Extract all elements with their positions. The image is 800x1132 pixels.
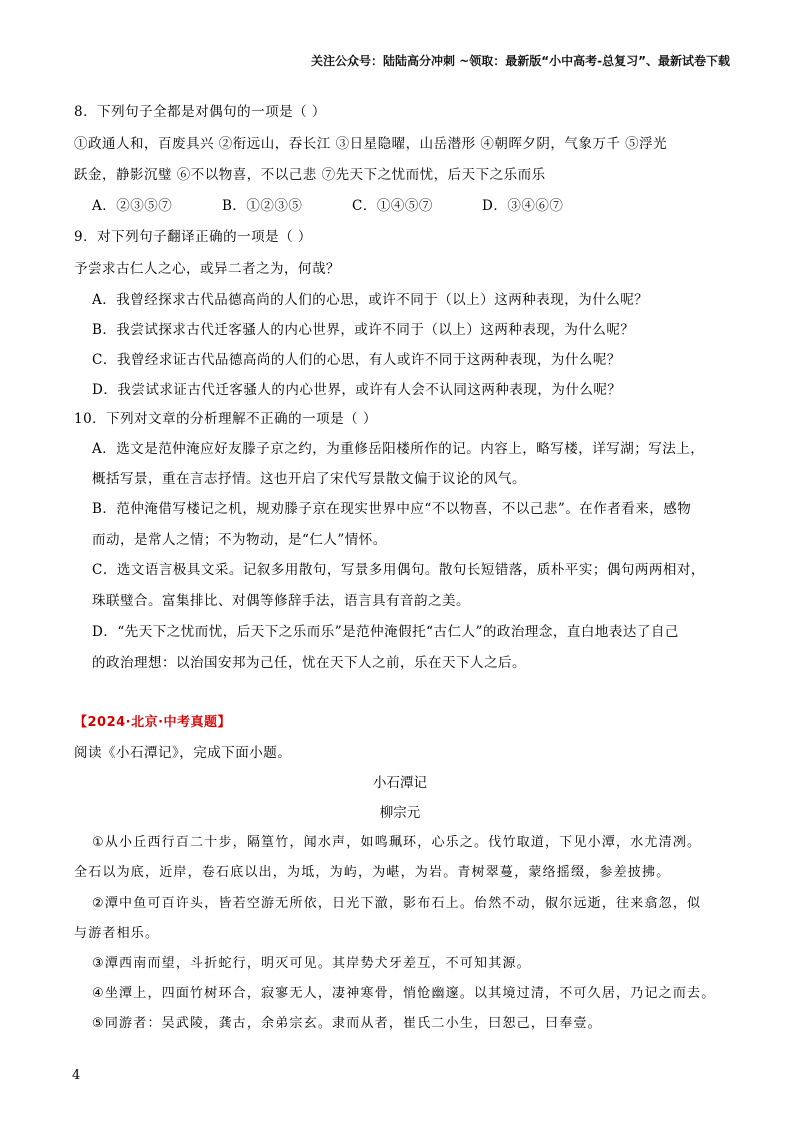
q9-stem: 9．对下列句子翻译正确的一项是（ ） [74, 229, 312, 245]
q8-option-b[interactable]: B．①②③⑤ [222, 198, 303, 214]
q9-sentence: 予尝求古仁人之心，或异二者之为，何哉？ [74, 261, 340, 277]
q9-option-a[interactable]: A．我曾经探求古代品德高尚的人们的心思，或许不同于（以上）这两种表现，为什么呢？ [92, 292, 649, 308]
q10-option-d-line2: 的政治理想：以治国安邦为己任，忧在天下人之前，乐在天下人之后。 [92, 655, 526, 671]
q10-option-b-line1[interactable]: B．范仲淹借写楼记之机，规劝滕子京在现实世界中应“不以物喜，不以己悲”。在作者看来，感物 [92, 501, 692, 517]
q10-option-a-line2: 概括写景，重在言志抒情。这也开启了宋代写景散文偏于议论的风气。 [92, 471, 526, 487]
q8-option-a[interactable]: A．②③⑤⑦ [92, 198, 173, 214]
reading-instruction: 阅读《小石潭记》，完成下面小题。 [74, 745, 292, 761]
passage-p1-line2: 全石以为底，近岸，卷石底以出，为坻，为屿，为嵁，为岩。青树翠蔓，蒙络摇缀，参差披拂。 [74, 865, 671, 880]
passage-p1-line1: ①从小丘西行百二十步，隔篁竹，闻水声，如鸣珮环，心乐之。伐竹取道，下见小潭，水尤清冽。 [92, 835, 702, 850]
q8-line2: 跃金，静影沉璧 ⑥不以物喜，不以己悲 ⑦先天下之忧而忧，后天下之乐而乐 [74, 167, 546, 183]
q10-option-d-line1[interactable]: D．“先天下之忧而忧，后天下之乐而乐”是范仲淹假托“古仁人”的政治理念，直白地表达了自己 [92, 624, 679, 640]
q10-option-a-line1[interactable]: A．选文是范仲淹应好友滕子京之约，为重修岳阳楼所作的记。内容上，略写楼，详写湖；写法上， [92, 441, 705, 457]
q8-options [92, 194, 612, 214]
q10-option-b-line2: 而动，是常人之情；不为物动，是“仁人”情怀。 [92, 532, 387, 548]
page-number: 4 [72, 1068, 81, 1083]
passage-p3: ③潭西南而望，斗折蛇行，明灭可见。其岸势犬牙差互，不可知其源。 [92, 956, 531, 971]
passage-p2-line1: ②潭中鱼可百许头，皆若空游无所依，日光下澈，影布石上。佁然不动，俶尔远逝，往来翕忽，似 [92, 896, 702, 911]
q10-option-c-line2: 珠联璧合。富集排比、对偶等修辞手法，语言具有音韵之美。 [92, 593, 470, 609]
q8-line1: ①政通人和，百废具兴 ②衔远山，吞长江 ③日星隐曜，山岳潜形 ④朝晖夕阴，气象万千 ⑤浮光 [74, 136, 668, 152]
q8-option-c[interactable]: C．①④⑤⑦ [352, 198, 433, 214]
q8-stem: 8．下列句子全都是对偶句的一项是（ ） [74, 104, 326, 120]
passage-p5: ⑤同游者：吴武陵，龚古，余弟宗玄。隶而从者，崔氏二小生，曰恕己，曰奉壹。 [92, 1016, 602, 1031]
passage-p4: ④坐潭上，四面竹树环合，寂寥无人，凄神寒骨，悄怆幽邃。以其境过清，不可久居，乃记之而去。 [92, 986, 716, 1001]
passage-p2-line2: 与游者相乐。 [74, 926, 160, 941]
passage-title: 小石潭记 [373, 775, 427, 791]
q9-option-d[interactable]: D．我尝试求证古代迁客骚人的内心世界，或许有人会不认同这两种表现，为什么呢？ [92, 382, 622, 398]
q10-stem: 10．下列对文章的分析理解不正确的一项是（ ） [74, 411, 377, 427]
q9-option-c[interactable]: C．我曾经求证古代品德高尚的人们的心思，有人或许不同于这两种表现，为什么呢？ [92, 352, 621, 368]
q9-option-b[interactable]: B．我尝试探求古代迁客骚人的内心世界，或许不同于（以上）这两种表现，为什么呢？ [92, 322, 635, 338]
q10-option-c-line1[interactable]: C．选文语言极具文采。记叙多用散句，写景多用偶句。散句长短错落，质朴平实；偶句两两相对， [92, 562, 705, 578]
exam-source-tag: 【2024·北京·中考真题】 [74, 715, 232, 730]
q8-option-d[interactable]: D．③④⑥⑦ [482, 198, 564, 214]
page-header: 关注公众号：陆陆高分冲刺 ~领取：最新版“小中高考-总复习”、最新试卷下载 [311, 54, 730, 68]
passage-author: 柳宗元 [379, 805, 421, 821]
